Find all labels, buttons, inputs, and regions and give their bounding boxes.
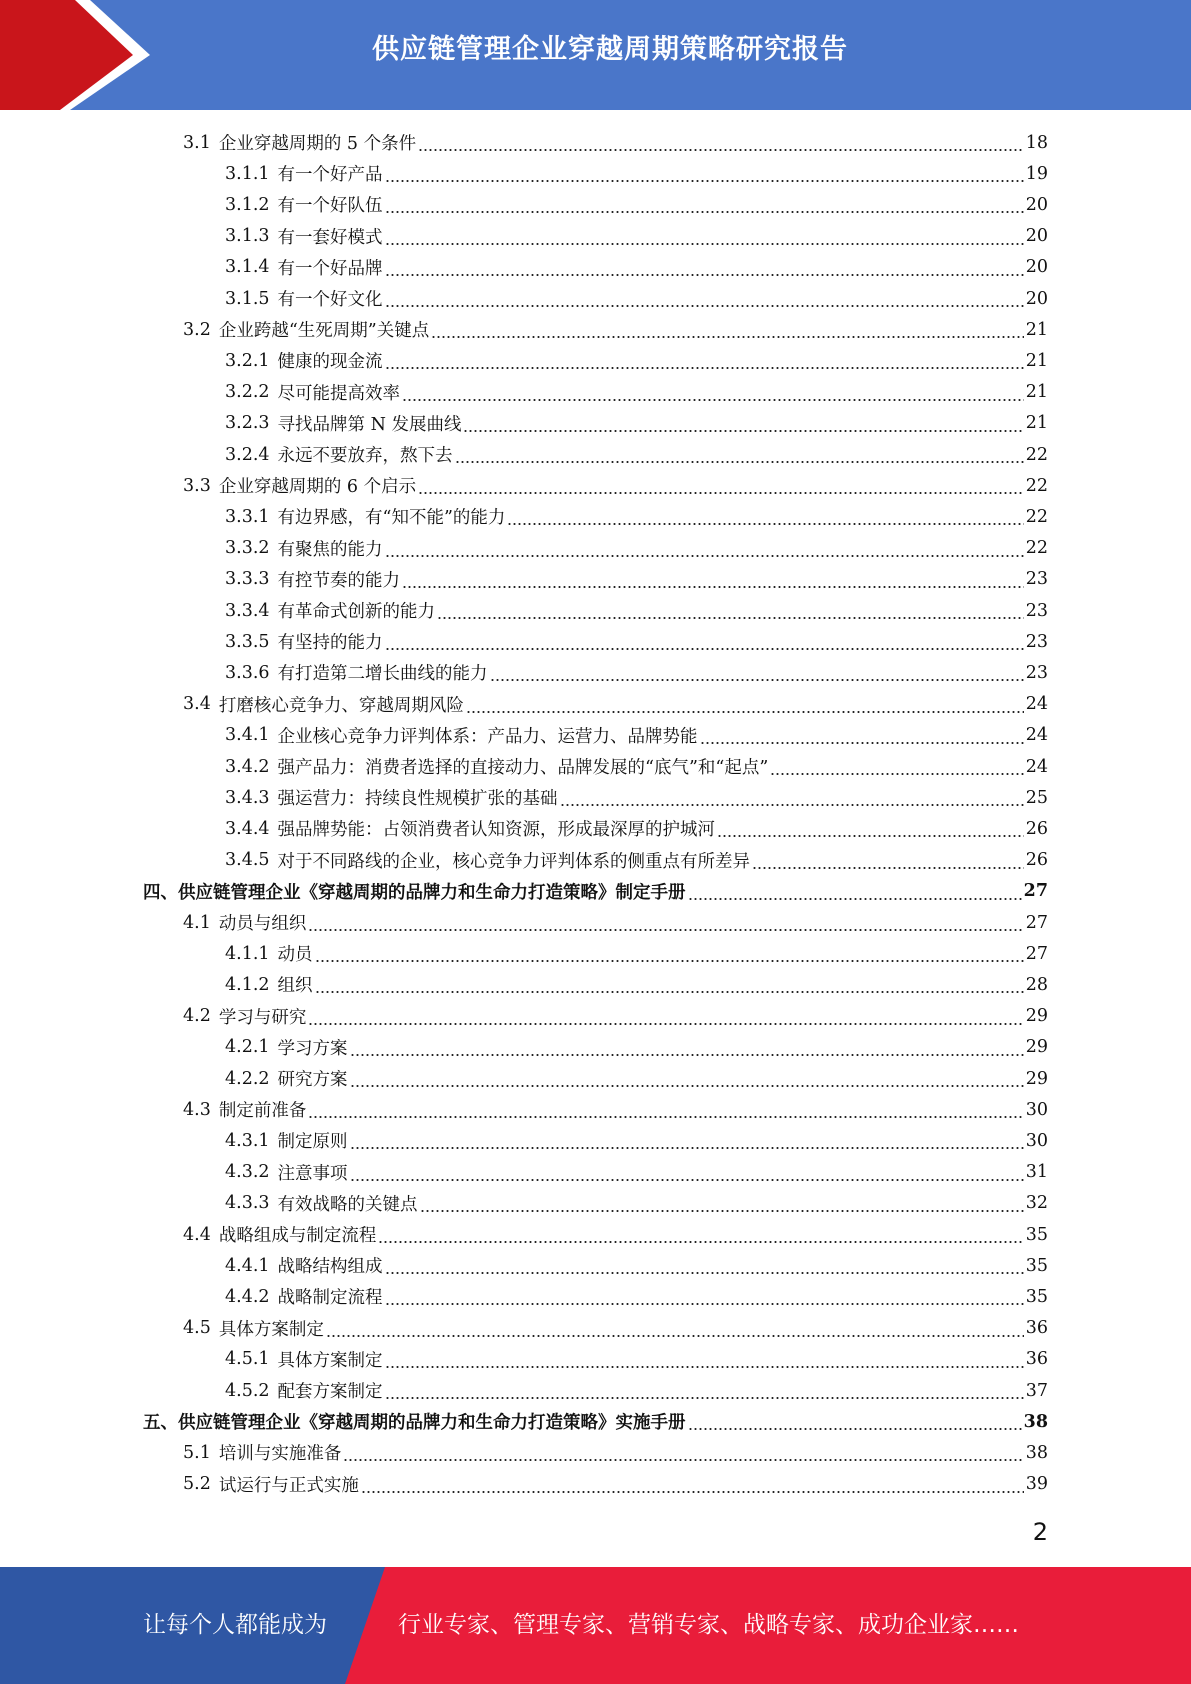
toc-entry-title: 学习方案: [277, 1038, 348, 1059]
toc-leader-dots: [437, 595, 1024, 626]
toc-leader-dots: [350, 1125, 1024, 1156]
toc-entry-number: 4.1.2: [225, 974, 270, 995]
toc-leader-dots: [326, 1313, 1024, 1344]
toc-entry-title: 供应链管理企业《穿越周期的品牌力和生命力打造策略》制定手册: [178, 882, 686, 903]
toc-entry[interactable]: [225, 158, 1048, 189]
toc-entry-title: 有效战略的关键点: [277, 1194, 418, 1215]
toc-leader-dots: [418, 127, 1024, 158]
toc-entry-number: 3.2: [183, 319, 211, 340]
toc-entry-title: 有一个好文化: [277, 290, 383, 310]
toc-entry-title: 战略组成与制定流程: [218, 1226, 377, 1246]
toc-entry-title: 制定前准备: [218, 1101, 307, 1122]
toc-leader-dots: [385, 533, 1024, 564]
toc-leader-dots: [418, 470, 1024, 501]
toc-entry-title: 供应链管理企业《穿越周期的品牌力和生命力打造策略》实施手册: [178, 1413, 686, 1434]
toc-entry-number: 4.4.2: [225, 1286, 270, 1307]
toc-entry-page: 23: [1025, 569, 1048, 590]
toc-entry-title: 培训与实施准备: [218, 1444, 342, 1465]
toc-entry-title: 打磨核心竞争力、穿越周期风险: [218, 695, 464, 716]
toc-entry-page: 20: [1025, 288, 1048, 309]
toc-entry-number: 3.3.6: [225, 662, 270, 683]
toc-entry[interactable]: [225, 657, 1048, 688]
toc-entry-title: 具体方案制定: [218, 1319, 324, 1340]
toc-leader-dots: [402, 377, 1024, 408]
toc-leader-dots: [385, 626, 1024, 657]
toc-entry-number: 3.4.1: [225, 725, 270, 746]
toc-entry-page: 31: [1025, 1162, 1048, 1183]
toc-entry[interactable]: [225, 1125, 1048, 1156]
toc-entry-page: 26: [1025, 850, 1048, 871]
toc-entry-number: 4.5.1: [225, 1349, 270, 1370]
toc-leader-dots: [402, 564, 1024, 595]
toc-entry-number: 四、: [143, 882, 178, 903]
toc-entry-number: 4.2.1: [225, 1037, 270, 1058]
toc-entry-page: 29: [1025, 1006, 1048, 1027]
toc-entry-page: 35: [1025, 1224, 1048, 1245]
toc-leader-dots: [315, 938, 1024, 969]
footer-slogan: 让每个人都能成为: [143, 1612, 327, 1638]
toc-entry-title: 寻找品牌第 N 发展曲线: [277, 414, 462, 435]
toc-entry[interactable]: [225, 1344, 1048, 1375]
toc-leader-dots: [385, 252, 1024, 283]
toc-entry-title: 战略结构组成: [277, 1257, 383, 1278]
footer-expert-list: 行业专家、管理专家、营销专家、战略专家、成功企业家……: [398, 1612, 1019, 1638]
toc-leader-dots: [420, 1188, 1024, 1219]
toc-entry[interactable]: [225, 626, 1048, 657]
toc-entry[interactable]: [183, 1469, 1048, 1500]
toc-entry[interactable]: [183, 907, 1048, 938]
toc-entry[interactable]: [183, 127, 1048, 158]
toc-leader-dots: [378, 1219, 1023, 1250]
toc-leader-dots: [385, 345, 1024, 376]
toc-entry[interactable]: [225, 938, 1048, 969]
toc-entry-page: 22: [1025, 506, 1048, 527]
toc-entry-number: 3.3.2: [225, 538, 270, 559]
toc-leader-dots: [490, 657, 1024, 688]
toc-entry[interactable]: [183, 314, 1048, 345]
toc-entry[interactable]: [225, 1063, 1048, 1094]
toc-entry-page: 38: [1023, 1411, 1048, 1432]
toc-entry[interactable]: [225, 751, 1048, 782]
toc-entry[interactable]: [183, 1219, 1048, 1250]
toc-entry-title: 尽可能提高效率: [277, 383, 401, 404]
toc-entry-page: 22: [1025, 475, 1048, 496]
toc-entry[interactable]: [225, 720, 1048, 751]
toc-entry-title: 企业跨越“生死周期”关键点: [218, 321, 430, 342]
toc-entry-page: 23: [1025, 662, 1048, 683]
toc-entry-title: 有一个好产品: [277, 165, 383, 186]
toc-entry-page: 23: [1025, 631, 1048, 652]
toc-entry[interactable]: [225, 345, 1048, 376]
toc-entry-page: 37: [1025, 1380, 1048, 1401]
toc-entry-number: 4.1: [183, 912, 211, 933]
toc-entry-page: 35: [1025, 1255, 1048, 1276]
page-number: 2: [1032, 1518, 1048, 1546]
toc-entry-number: 3.3.3: [225, 569, 270, 590]
toc-entry-page: 20: [1025, 257, 1048, 278]
toc-entry-page: 32: [1025, 1193, 1048, 1214]
toc-entry-number: 4.2.2: [225, 1068, 270, 1089]
toc-entry-page: 20: [1025, 226, 1048, 247]
toc-entry-page: 21: [1025, 319, 1048, 340]
toc-entry-title: 有一个好品牌: [277, 258, 383, 279]
toc-entry[interactable]: [183, 689, 1048, 720]
toc-entry[interactable]: [183, 1094, 1048, 1125]
toc-entry-number: 5.2: [183, 1474, 211, 1495]
toc-leader-dots: [350, 1063, 1024, 1094]
toc-entry-title: 有革命式创新的能力: [277, 602, 436, 622]
toc-entry-number: 3.2.3: [225, 413, 270, 434]
toc-entry[interactable]: [225, 283, 1048, 314]
toc-leader-dots: [717, 813, 1024, 844]
toc-entry-number: 4.3.3: [225, 1193, 270, 1214]
toc-leader-dots: [350, 1157, 1024, 1188]
toc-entry[interactable]: [143, 876, 1048, 907]
toc-leader-dots: [466, 689, 1024, 720]
toc-leader-dots: [463, 408, 1023, 439]
toc-leader-dots: [308, 1001, 1023, 1032]
toc-entry-number: 4.4.1: [225, 1255, 270, 1276]
page-footer: [0, 1567, 1191, 1684]
toc-entry-page: 25: [1025, 787, 1048, 808]
toc-entry-title: 战略制定流程: [277, 1288, 383, 1309]
toc-leader-dots: [688, 876, 1022, 907]
toc-leader-dots: [431, 314, 1023, 345]
toc-leader-dots: [385, 189, 1024, 220]
toc-entry-title: 组织: [277, 976, 313, 997]
toc-entry-number: 3.3.1: [225, 506, 270, 527]
toc-entry-page: 26: [1025, 818, 1048, 839]
toc-entry-title: 有一个好队伍: [277, 196, 383, 217]
toc-entry-number: 3.2.4: [225, 444, 270, 465]
toc-leader-dots: [385, 221, 1024, 252]
toc-entry-title: 强产品力：消费者选择的直接动力、品牌发展的“底气”和“起点”: [277, 758, 769, 778]
page-header: [0, 0, 1191, 110]
toc-entry-number: 3.4: [183, 694, 211, 715]
toc-entry-number: 3.4.4: [225, 818, 270, 839]
toc-entry-page: 28: [1025, 974, 1048, 995]
toc-entry-page: 24: [1025, 756, 1048, 777]
toc-entry-page: 36: [1025, 1349, 1048, 1370]
toc-entry-title: 企业核心竞争力评判体系：产品力、运营力、品牌势能: [277, 726, 698, 747]
toc-entry-title: 注意事项: [277, 1163, 348, 1184]
toc-leader-dots: [560, 782, 1024, 813]
toc-entry-page: 19: [1025, 163, 1048, 184]
toc-entry-number: 3.1.4: [225, 257, 270, 278]
toc-entry-number: 4.3.2: [225, 1162, 270, 1183]
toc-entry-title: 有一套好模式: [277, 227, 383, 248]
toc-entry-title: 有聚焦的能力: [277, 539, 383, 560]
toc-entry-page: 21: [1025, 350, 1048, 371]
toc-entry-title: 企业穿越周期的 6 个启示: [218, 477, 417, 498]
toc-entry-page: 36: [1025, 1318, 1048, 1339]
toc-entry-number: 3.2.2: [225, 382, 270, 403]
toc-leader-dots: [770, 751, 1023, 782]
toc-entry[interactable]: [225, 533, 1048, 564]
toc-entry-number: 3.1.1: [225, 163, 270, 184]
toc-entry-title: 有打造第二增长曲线的能力: [277, 664, 488, 685]
toc-leader-dots: [350, 1032, 1024, 1063]
toc-entry-title: 有边界感，有“知不能”的能力: [277, 508, 506, 529]
toc-entry-page: 27: [1025, 943, 1048, 964]
toc-entry-title: 学习与研究: [218, 1007, 307, 1028]
toc-leader-dots: [385, 158, 1024, 189]
toc-entry-title: 制定原则: [277, 1132, 348, 1153]
toc-leader-dots: [385, 283, 1024, 314]
toc-entry-page: 22: [1025, 444, 1048, 465]
toc-entry-title: 动员: [277, 945, 313, 966]
toc-entry[interactable]: [225, 1250, 1048, 1281]
toc-entry[interactable]: [225, 564, 1048, 595]
toc-entry-number: 4.5: [183, 1318, 211, 1339]
toc-entry-title: 健康的现金流: [277, 352, 383, 373]
toc-entry-page: 35: [1025, 1286, 1048, 1307]
toc-entry-page: 29: [1025, 1037, 1048, 1058]
toc-entry-number: 3.3.4: [225, 600, 270, 621]
toc-entry[interactable]: [143, 1406, 1048, 1437]
toc-entry[interactable]: [183, 1001, 1048, 1032]
toc-entry[interactable]: [225, 501, 1048, 532]
toc-entry[interactable]: [183, 1313, 1048, 1344]
toc-leader-dots: [385, 1344, 1024, 1375]
toc-entry[interactable]: [225, 408, 1048, 439]
toc-leader-dots: [308, 907, 1023, 938]
toc-entry[interactable]: [225, 1375, 1048, 1406]
toc-entry-page: 21: [1025, 413, 1048, 434]
toc-entry-page: 22: [1025, 538, 1048, 559]
toc-entry-number: 五、: [143, 1413, 178, 1434]
toc-entry-title: 具体方案制定: [277, 1350, 383, 1371]
toc-entry-number: 4.1.1: [225, 943, 270, 964]
toc-entry-page: 30: [1025, 1130, 1048, 1151]
toc-entry-title: 永远不要放弃，熬下去: [277, 446, 453, 466]
toc-entry[interactable]: [225, 439, 1048, 470]
toc-leader-dots: [315, 969, 1024, 1000]
toc-entry[interactable]: [183, 1437, 1048, 1468]
toc-leader-dots: [361, 1469, 1024, 1500]
toc-entry-page: 20: [1025, 194, 1048, 215]
toc-entry-page: 24: [1025, 725, 1048, 746]
toc-leader-dots: [688, 1406, 1022, 1437]
toc-entry-title: 强品牌势能：占领消费者认知资源，形成最深厚的护城河: [277, 820, 716, 841]
toc-entry-page: 29: [1025, 1068, 1048, 1089]
toc-entry[interactable]: [225, 845, 1048, 876]
toc-entry-page: 24: [1025, 694, 1048, 715]
toc-entry[interactable]: [225, 782, 1048, 813]
toc-entry-page: 38: [1025, 1442, 1048, 1463]
toc-leader-dots: [752, 845, 1024, 876]
report-title: 供应链管理企业穿越周期策略研究报告: [372, 34, 848, 65]
toc-leader-dots: [308, 1094, 1023, 1125]
toc-entry-number: 4.3.1: [225, 1130, 270, 1151]
toc-entry-number: 3.1.3: [225, 226, 270, 247]
toc-entry-title: 对于不同路线的企业，核心竞争力评判体系的侧重点有所差异: [277, 851, 751, 872]
toc-entry-page: 27: [1025, 912, 1048, 933]
toc-entry[interactable]: [225, 1188, 1048, 1219]
toc-entry-title: 试运行与正式实施: [218, 1475, 359, 1496]
toc-entry-title: 有坚持的能力: [277, 633, 383, 654]
toc-entry[interactable]: [225, 1157, 1048, 1188]
toc-entry-number: 4.3: [183, 1099, 211, 1120]
toc-entry[interactable]: [225, 813, 1048, 844]
toc-entry[interactable]: [225, 252, 1048, 283]
toc-entry-page: 39: [1025, 1474, 1048, 1495]
toc-entry[interactable]: [225, 189, 1048, 220]
toc-entry-number: 3.1: [183, 132, 211, 153]
toc-entry-title: 强运营力：持续良性规模扩张的基础: [277, 789, 558, 810]
toc-entry-number: 4.4: [183, 1224, 211, 1245]
toc-leader-dots: [385, 1375, 1024, 1406]
toc-leader-dots: [455, 439, 1024, 470]
toc-entry-number: 3.4.5: [225, 850, 270, 871]
toc-leader-dots: [385, 1281, 1024, 1312]
toc-entry-number: 3.1.2: [225, 194, 270, 215]
toc-entry[interactable]: [225, 969, 1048, 1000]
toc-entry[interactable]: [183, 470, 1048, 501]
toc-entry[interactable]: [225, 377, 1048, 408]
toc-entry-title: 企业穿越周期的 5 个条件: [218, 134, 417, 154]
toc-entry[interactable]: [225, 221, 1048, 252]
toc-leader-dots: [343, 1437, 1023, 1468]
toc-entry[interactable]: [225, 1032, 1048, 1063]
toc-entry-title: 动员与组织: [218, 914, 307, 934]
toc-entry[interactable]: [225, 1281, 1048, 1312]
toc-entry-page: 23: [1025, 600, 1048, 621]
toc-entry-number: 4.2: [183, 1006, 211, 1027]
toc-entry-page: 27: [1023, 881, 1048, 902]
toc-leader-dots: [700, 720, 1024, 751]
toc-entry-page: 18: [1025, 132, 1048, 153]
toc-entry-title: 配套方案制定: [277, 1382, 383, 1402]
toc-leader-dots: [385, 1250, 1024, 1281]
toc-entry-title: 有控节奏的能力: [277, 570, 401, 591]
toc-entry-number: 3.2.1: [225, 350, 270, 371]
toc-entry-page: 21: [1025, 382, 1048, 403]
toc-entry-number: 4.5.2: [225, 1380, 270, 1401]
toc-entry-number: 3.3.5: [225, 631, 270, 652]
toc-leader-dots: [507, 501, 1023, 532]
toc-entry-number: 3.4.3: [225, 787, 270, 808]
toc-entry-number: 3.3: [183, 475, 211, 496]
toc-entry-page: 30: [1025, 1099, 1048, 1120]
toc-entry-number: 5.1: [183, 1442, 211, 1463]
toc-entry[interactable]: [225, 595, 1048, 626]
toc-entry-title: 研究方案: [277, 1070, 348, 1090]
toc-entry-number: 3.4.2: [225, 756, 270, 777]
toc-entry-number: 3.1.5: [225, 288, 270, 309]
